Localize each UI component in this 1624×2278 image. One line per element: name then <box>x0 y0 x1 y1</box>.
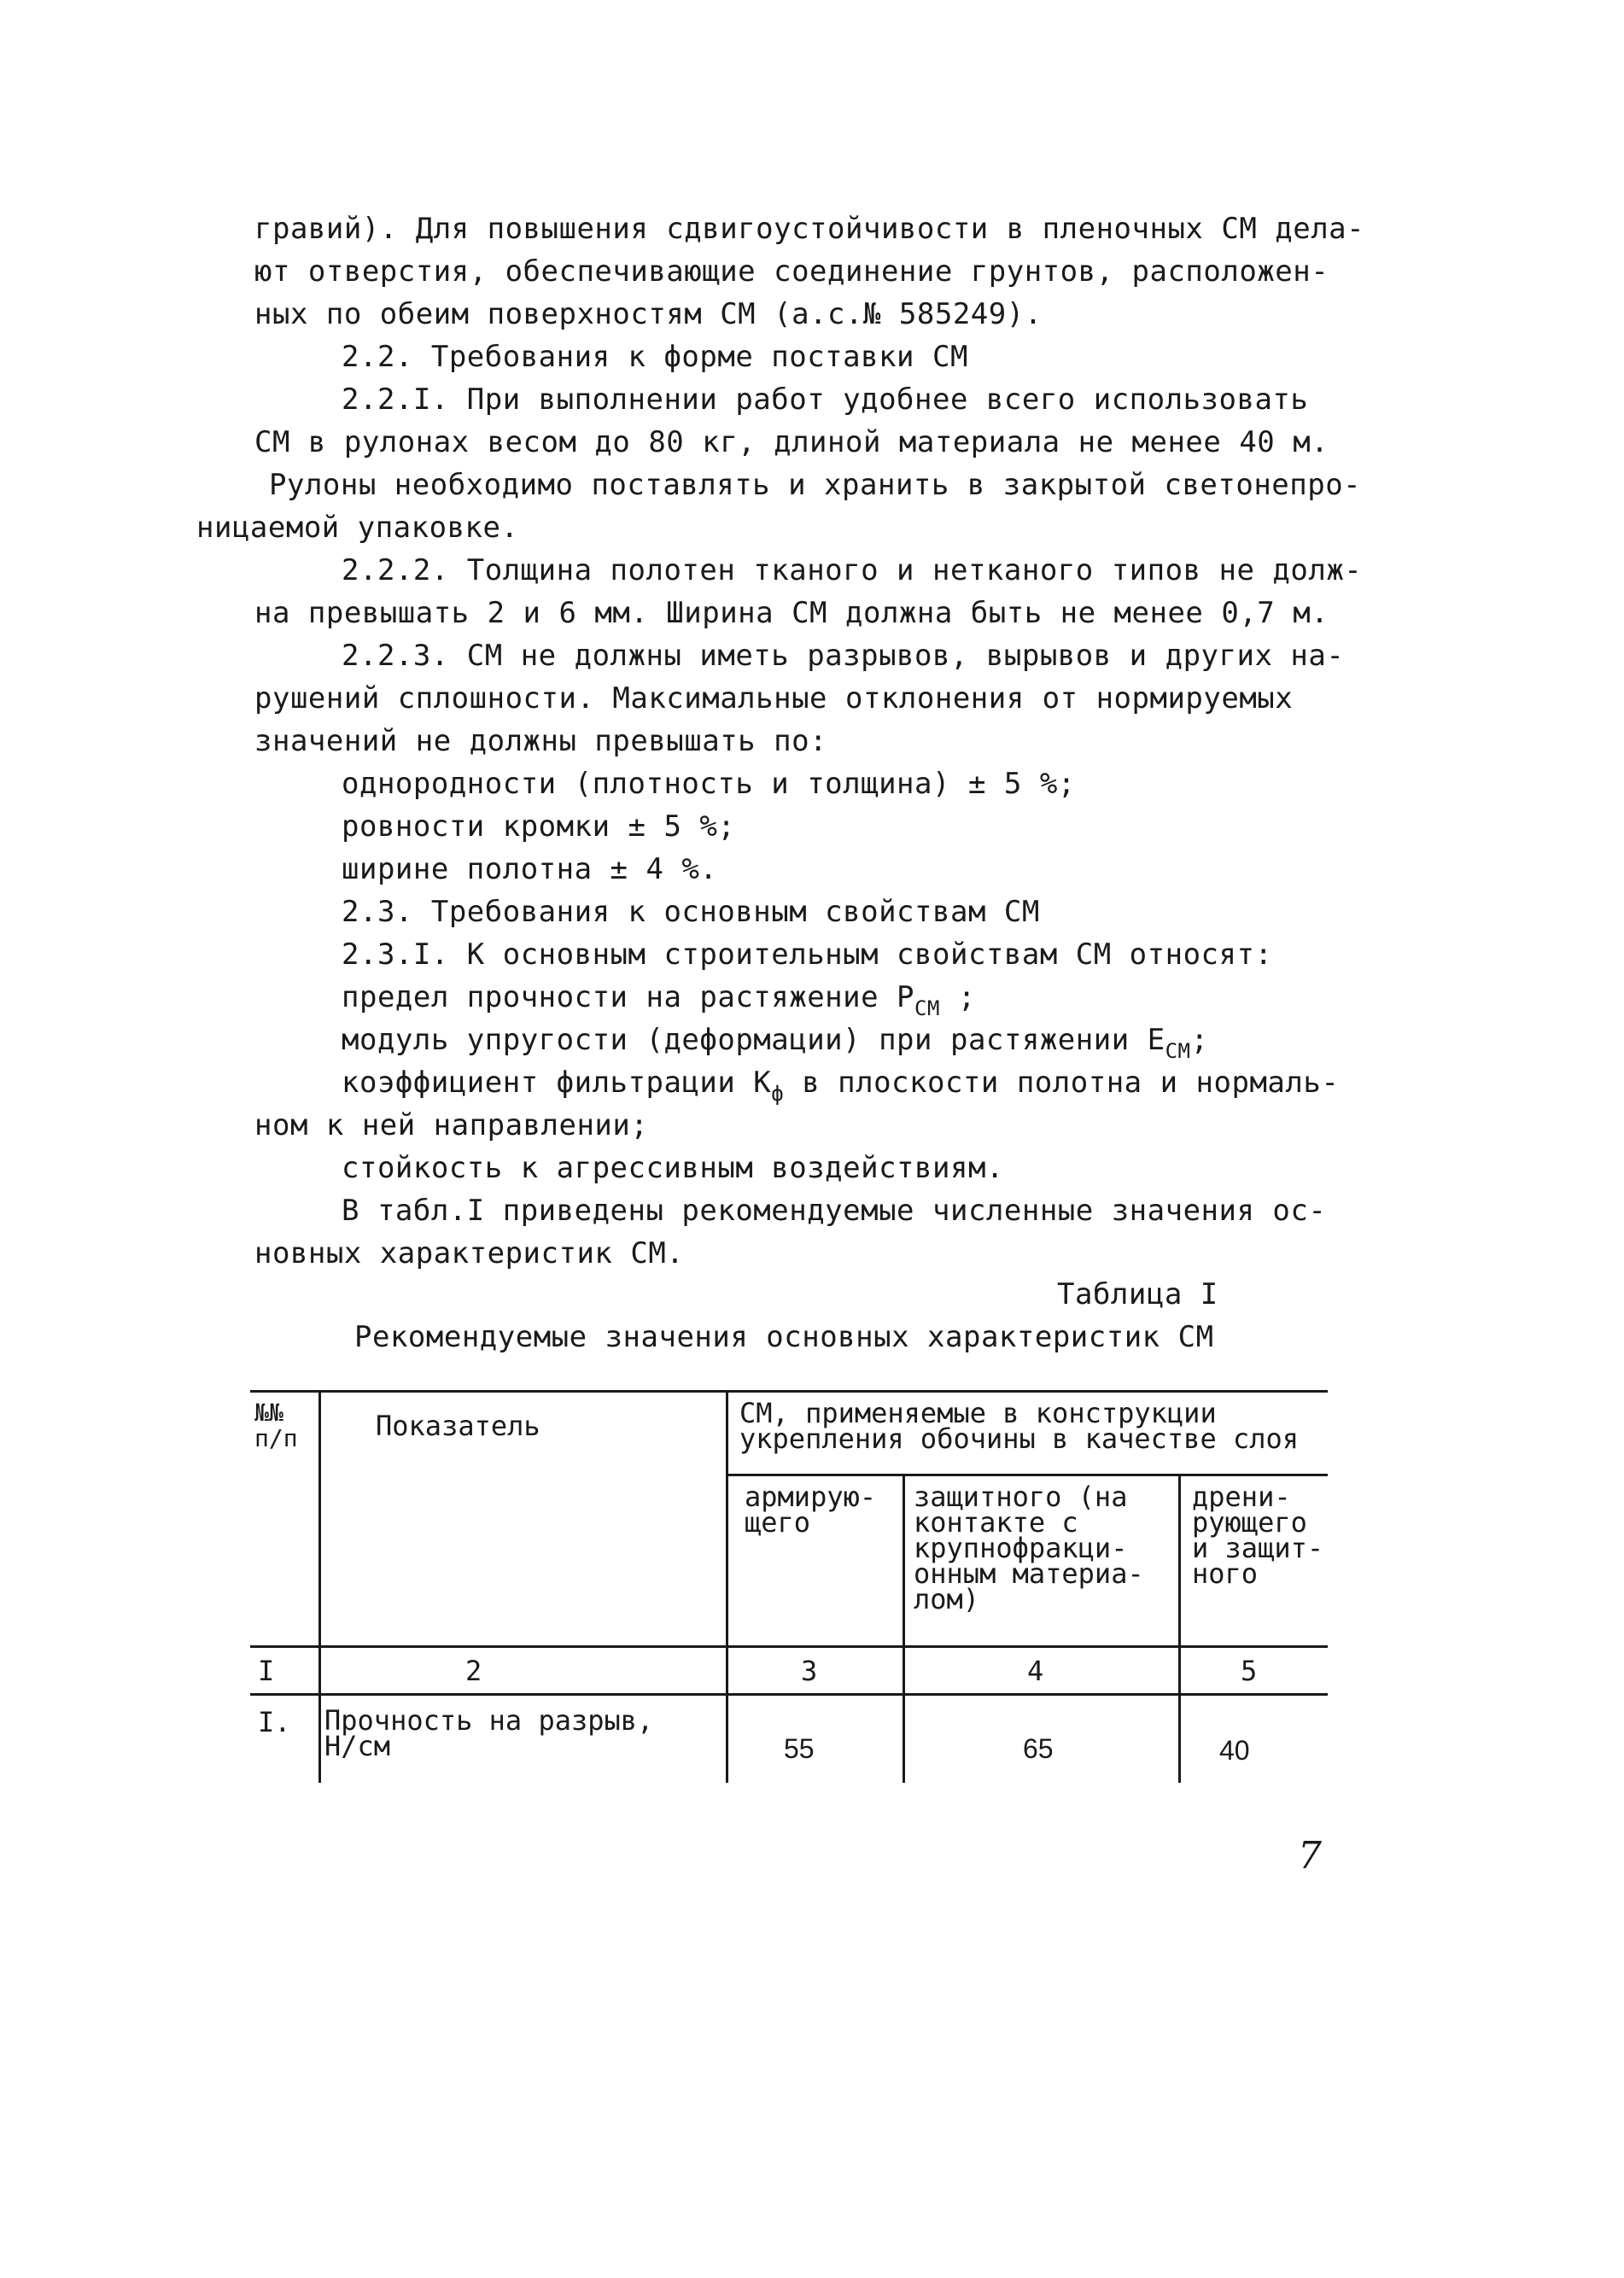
body-line: новных характеристик СМ. <box>254 1236 685 1270</box>
list-item: стойкость к агрессивным воздействиям. <box>342 1151 1004 1185</box>
body-line: СМ в рулонах весом до 80 кг, длиной материала не менее 40 м. <box>254 425 1329 459</box>
body-line: на превышать 2 и 6 мм. Ширина СМ должна быть не менее 0,7 м. <box>254 596 1329 630</box>
sub-header-protective <box>914 1481 1144 1615</box>
table-rule <box>726 1392 728 1783</box>
body-line: 2.2.3. СМ не должны иметь разрывов, вырывов и других на- <box>342 639 1345 673</box>
body-line: 2.3.I. К основным строительным свойствам СМ относят: <box>342 937 1273 972</box>
col-indicator-header: Показатель <box>376 1410 540 1442</box>
table-rule <box>1178 1475 1181 1783</box>
value-draining: 40 <box>1219 1735 1250 1766</box>
body-line: ном к ней направлении; <box>254 1108 649 1142</box>
col-num-header <box>254 1400 298 1451</box>
indicator-line: Прочность на разрыв, <box>324 1704 654 1737</box>
section-heading: 2.3. Требования к основным свойствам СМ <box>342 895 1040 929</box>
table-rule <box>250 1645 1328 1648</box>
col-number: 3 <box>801 1655 818 1687</box>
formula-subscript: СМ <box>1165 1039 1191 1063</box>
body-line: ницаемой упаковке. <box>196 511 519 545</box>
header-line: №№ <box>254 1399 283 1427</box>
formula-tail: в плоскости полотна и нормаль- <box>784 1066 1340 1100</box>
formula-tail: ; <box>939 980 976 1014</box>
table-rule <box>318 1392 321 1783</box>
formula-tail: ; <box>1190 1023 1209 1057</box>
page-number: 7 <box>1298 1834 1322 1878</box>
header-line: лом) <box>914 1583 980 1615</box>
body-line: ных по обеим поверхностям СМ (а.с.№ 585249). <box>254 297 1043 331</box>
table-rule <box>250 1693 1328 1696</box>
table-rule <box>726 1474 1328 1476</box>
body-line: В табл.I приведены рекомендуемые численные значения ос- <box>342 1194 1327 1228</box>
header-line: СМ, применяемые в конструкции <box>739 1397 1217 1429</box>
sub-header-draining <box>1192 1481 1324 1590</box>
header-line: рующего <box>1192 1506 1307 1539</box>
formula-text: модуль упругости (деформации) при растяжении E <box>342 1023 1165 1057</box>
formula-subscript: ф <box>771 1082 785 1106</box>
list-item: ровности кромки ± 5 %; <box>342 809 736 844</box>
header-line: п/п <box>254 1424 298 1452</box>
table-caption: Рекомендуемые значения основных характеристик СМ <box>354 1320 1214 1354</box>
body-line: 2.2.2. Толщина полотен тканого и нетканого типов не долж- <box>342 553 1363 587</box>
header-line: и защит- <box>1192 1532 1324 1564</box>
header-line: ного <box>1192 1557 1259 1590</box>
header-line: дрени- <box>1192 1481 1291 1513</box>
value-protective: 65 <box>1023 1733 1054 1764</box>
list-item <box>342 980 976 1025</box>
col-number: 5 <box>1241 1655 1258 1687</box>
header-line: крупнофракци- <box>914 1532 1128 1564</box>
table-number: Таблица I <box>1057 1277 1218 1311</box>
col-number: 4 <box>1027 1655 1044 1687</box>
col-number: I <box>258 1655 275 1687</box>
formula-text: предел прочности на растяжение P <box>342 980 915 1014</box>
sub-header-reinforcing <box>745 1481 877 1539</box>
value-reinforcing: 55 <box>784 1733 815 1764</box>
table-rule <box>250 1390 1328 1393</box>
header-line: защитного (на <box>914 1481 1128 1513</box>
body-line: ют отверстия, обеспечивающие соединение грунтов, расположен- <box>254 254 1329 289</box>
header-line: щего <box>745 1506 811 1539</box>
header-line: армирую- <box>745 1481 877 1513</box>
indicator-line: Н/см <box>324 1730 391 1762</box>
header-line: укрепления обочины в качестве слоя <box>739 1422 1300 1455</box>
list-item <box>342 1023 1209 1068</box>
formula-text: коэффициент фильтрации K <box>342 1066 772 1100</box>
group-header <box>739 1397 1300 1455</box>
body-line: гравий). Для повышения сдвигоустойчивости в пленочных СМ дела- <box>254 212 1365 246</box>
body-line: значений не должны превышать по: <box>254 724 828 758</box>
col-number: 2 <box>465 1655 482 1687</box>
section-heading: 2.2. Требования к форме поставки СМ <box>342 340 968 374</box>
list-item: ширине полотна ± 4 %. <box>342 852 718 886</box>
body-line: Рулоны необходимо поставлять и хранить в закрытой светонепро- <box>269 468 1362 502</box>
header-line: онным материа- <box>914 1557 1144 1590</box>
row-indicator <box>324 1704 654 1762</box>
header-line: контакте с <box>914 1506 1078 1539</box>
list-item <box>342 1066 1339 1111</box>
body-line: рушений сплошности. Максимальные отклонения от нормируемых <box>254 681 1294 716</box>
body-line: 2.2.I. При выполнении работ удобнее всего использовать <box>342 383 1309 417</box>
table-rule <box>903 1475 905 1783</box>
list-item: однородности (плотность и толщина) ± 5 %; <box>342 767 1076 801</box>
formula-subscript: СМ <box>914 996 940 1020</box>
row-number: I. <box>258 1706 291 1738</box>
